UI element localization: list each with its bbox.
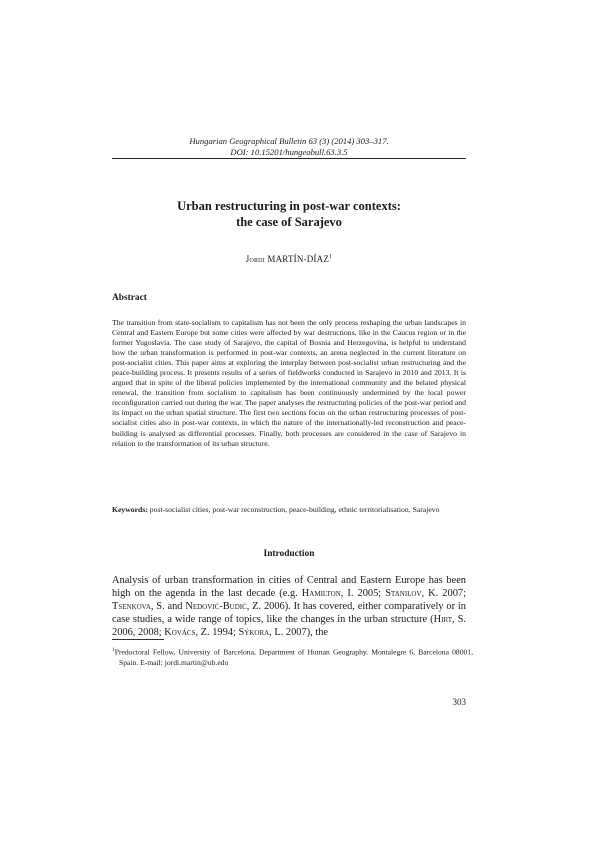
citation-author: Kovács (164, 627, 196, 639)
page-number: 303 (452, 697, 466, 707)
header-divider (112, 158, 466, 159)
abstract-text: The transition from state-socialism to capitalism has not been the only process reshaping the urban landscapes in Central and Eastern Europe but some cities were affected by war destructions, like in the Caucus region or in the former Yugoslavia. The case study of Sarajevo, the capital of Bosnia and Herzegovina, is helpful to understand how the urban transformation is performed in post-war contexts, an arena neglected in the current literature on post-socialist cities. This paper aims at exploring the interplay between post-socialist urban restructuring and the peace-building process. It presents results of a series of fieldworks conducted in Sarajevo in 2010 and 2013. It is argued that in spite of the liberal policies implemented by the international community and the belated physical renewal, the transition from socialism to capitalism has been continuously undermined by the local power reconfiguration carried out during the war. The paper analyses the restructuring policies of the post-war period and its impact on the urban spatial structure. The first two sections focus on the urban restructuring processes of post-socialist cities also in post-war contexts, in which the nature of the internationally-led reconstruction and peace-building is analysed as differential processes. Finally, both processes are considered in the case of Sarajevo in relation to the transformation of its urban structure. (112, 318, 466, 448)
footnote-divider (112, 639, 164, 640)
doi-line: DOI: 10.15201/hungeobull.63.3.5 (230, 147, 348, 157)
citation-author: Sýkora (238, 627, 270, 639)
title-line-1: Urban restructuring in post-war contexts: (177, 199, 401, 213)
author-name (112, 254, 466, 264)
author-footnote-mark: 1 (329, 254, 333, 260)
citation-author: Stanilov (385, 588, 422, 600)
paper-title (112, 199, 466, 230)
running-header (112, 136, 466, 158)
keywords-label: Keywords: (112, 505, 148, 514)
author-first-name: Jordi (245, 254, 265, 264)
author-last-name: MARTÍN-DÍAZ (267, 254, 330, 264)
citation-author: Nedović-Budić (185, 601, 247, 613)
section-heading-introduction: Introduction (263, 549, 315, 559)
citation-author: Hirt (433, 614, 452, 626)
footnote (112, 645, 473, 668)
keywords (112, 505, 466, 515)
title-line-2: the case of Sarajevo (236, 214, 342, 229)
citation-author: Hamilton (301, 588, 341, 600)
footnote-mark: 1 (112, 647, 115, 653)
keywords-text: post-socialist cities, post-war reconstruction, peace-building, ethnic territorialisation, Sarajevo (149, 505, 440, 514)
footnote-text: Predoctoral Fellow, University of Barcelona, Department of Human Geography. Montalegre 6, Barcelona 08001, Spain. E-mail: jordi.martin@ub.edu (114, 647, 473, 667)
abstract-heading: Abstract (112, 293, 147, 303)
journal-citation: Hungarian Geographical Bulletin 63 (3) (2014) 303–317. (189, 136, 389, 146)
citation-author: Tsenkova (112, 601, 151, 613)
introduction-paragraph: Analysis of urban transformation in cities of Central and Eastern Europe has been high on the agenda in the last decade (e.g. Hamilton, I. 2005; Stanilov, K. 2007; Tsenkova, S. and Nedović-Budić, Z. 2006). It has covered, either comparatively or in case studies, a wide range of topics, like the changes in the urban structure (Hirt, S. 2006, 2008; Kovács, Z. 1994; Sýkora, L. 2007), the (112, 575, 466, 639)
